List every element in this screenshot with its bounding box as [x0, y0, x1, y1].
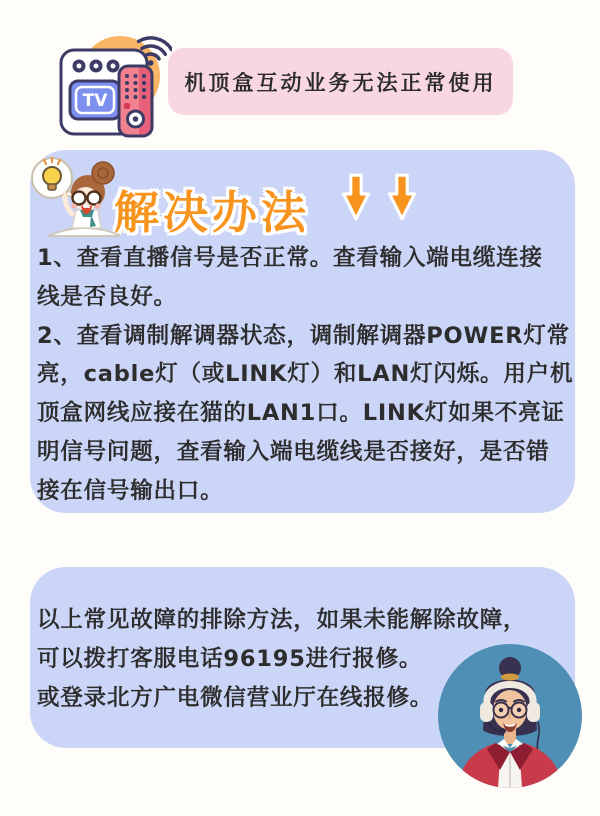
solution-step-line: 接在信号输出口。 [37, 477, 224, 504]
solution-step-line: 2、查看调制解调器状态，调制解调器POWER灯常 [37, 322, 570, 349]
customer-service-agent-icon [438, 644, 582, 788]
solution-step-line: 1、查看直播信号是否正常。查看输入端电缆连接 [37, 245, 543, 271]
problem-banner [168, 48, 513, 115]
solution-step-line: 亮，cable灯（或LINK灯）和LAN灯闪烁。用户机 [37, 361, 574, 388]
svg-text:TV: TV [82, 91, 108, 111]
down-arrow-icon [341, 172, 371, 222]
set-top-box-with-remote-icon [56, 26, 172, 138]
down-arrows [341, 172, 417, 222]
solution-steps [37, 239, 574, 511]
contact-line: 或登录北方广电微信营业厅在线报修。 [37, 684, 434, 711]
solution-step-line: 顶盒网线应接在猫的LAN1口。LINK灯如果不亮证 [37, 400, 565, 427]
contact-line: 可以拨打客服电话96195进行报修。 [37, 645, 423, 672]
solution-step-line: 线是否良好。 [37, 283, 177, 310]
contact-line: 以上常见故障的排除方法，如果未能解除故障， [37, 607, 527, 633]
solution-heading: 解决办法 [114, 186, 311, 239]
idea-lightbulb-girl-icon [28, 152, 120, 238]
solution-step-line: 明信号问题，查看输入端电缆线是否接好，是否错 [37, 438, 550, 465]
problem-title: 机顶盒互动业务无法正常使用 [184, 70, 497, 95]
down-arrow-icon [387, 172, 417, 222]
